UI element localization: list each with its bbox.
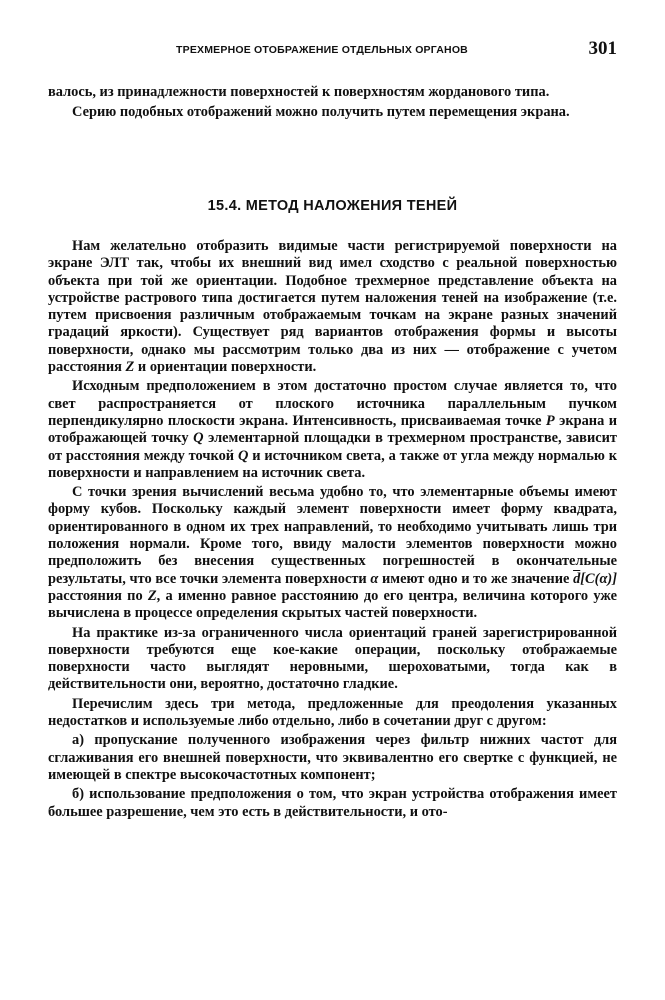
- var-z-2: Z: [147, 587, 157, 604]
- p1-text-b: и ориентации поверхности.: [134, 359, 317, 376]
- paragraph-2: [48, 378, 617, 482]
- page-number: 301: [588, 38, 617, 59]
- paragraph-1: [48, 238, 617, 376]
- running-head: [48, 38, 617, 62]
- formula-c-alpha: [C(α)]: [580, 570, 617, 587]
- intro-paragraph: Серию подобных отображений можно получить путем перемещения экрана.: [72, 104, 570, 121]
- p2-text-a: Исходным предположением в этом достаточно простом случае является то, что свет распространяется от плоского источника параллельным пучком перпендикулярно плоскости экрана. Интенсивность, присваиваемая точке: [48, 378, 617, 429]
- var-q: Q: [193, 430, 204, 447]
- p1-text-a: Нам желательно отобразить видимые части регистрируемой поверхности на экране ЭЛТ так, чтобы их внешний вид имел сходство с реальной поверхностью объекта при той же ориентации. Подобное трехмерное представление объекта на устройстве растрового типа достигается путем наложения теней на изображение (т.е. путем присвоения различным отображаемым точкам на экране разных значений градаций яркости). Существует ряд вариантов отображения формы и высоты поверхности, однако мы рассмотрим только два из них — отображение с учетом расстояния: [48, 238, 617, 376]
- p2-text-c: элементарной площадки в трехмерном пространстве, зависит от расстояния между точкой: [48, 430, 617, 464]
- list-item-b: б) использование предположения о том, что экран устройства отображения имеет большее разрешение, чем это есть в действительности, и ото-: [48, 786, 617, 820]
- var-d-bar: $\overline{d}$: [573, 570, 581, 587]
- var-alpha: α: [370, 570, 379, 587]
- p3-text-b: имеют одно и то же значение: [378, 570, 574, 587]
- section-body: [48, 238, 617, 821]
- paragraph-3: [48, 484, 617, 622]
- list-item-a: а) пропускание полученного изображения через фильтр нижних частот для сглаживания его внешней поверхности, что эквивалентно его свертке с функцией, не имеющей в спектре высокочастотных компонент;: [48, 732, 617, 783]
- intro-text: [48, 84, 617, 122]
- p3-text-a: С точки зрения вычислений весьма удобно то, что элементарные объемы имеют форму кубов. Поскольку каждый элемент поверхности имеет форму квадрата, ориентированного в одном их трех направлений, то необходимо учитывать лишь три положения нормали. Кроме того, ввиду малости элементов поверхности можно предположить без внесения существенных погрешностей в окончательные результаты, что все точки элемента поверхности: [48, 484, 617, 587]
- section-heading: 15.4. МЕТОД НАЛОЖЕНИЯ ТЕНЕЙ: [207, 198, 458, 214]
- running-title: ТРЕХМЕРНОЕ ОТОБРАЖЕНИЕ ОТДЕЛЬНЫХ ОРГАНОВ: [176, 44, 468, 56]
- var-q-2: Q: [237, 447, 249, 464]
- p2-text-b: экрана и отображающей точку: [48, 412, 617, 447]
- p3-text-f: , а именно равное расстоянию до его центра, величина которого уже вычислена в процессе определения скрытых частей поверхности.: [48, 587, 617, 622]
- p3-text-e: расстояния по: [48, 587, 148, 604]
- var-p: P: [545, 412, 555, 429]
- intro-paragraph-continuation: валось, из принадлежности поверхностей к поверхностям жорданового типа.: [48, 84, 550, 100]
- paragraph-5: Перечислим здесь три метода, предложенные для преодоления указанных недостатков и используемые либо отдельно, либо в сочетании друг с другом:: [48, 695, 617, 730]
- var-z: Z: [125, 359, 135, 376]
- paragraph-4: На практике из-за ограниченного числа ориентаций граней зарегистрированной поверхности требуются еще кое-какие операции, поскольку отображаемые поверхности часто выглядят неровными, шероховатыми, тогда как в действительности они, вероятно, достаточно гладкие.: [48, 624, 617, 693]
- p2-text-d: и источником света, а также от угла между нормалью к поверхности и направлением на источник света.: [48, 447, 617, 481]
